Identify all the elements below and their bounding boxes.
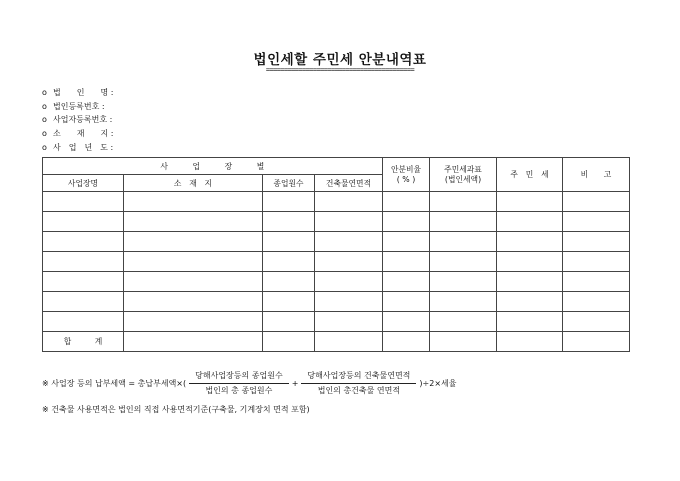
table-row — [43, 312, 630, 332]
table-cell[interactable] — [383, 312, 430, 332]
table-cell[interactable] — [563, 192, 630, 212]
table-cell[interactable] — [383, 232, 430, 252]
table-cell[interactable] — [315, 272, 383, 292]
total-label: 합 계 — [43, 332, 124, 352]
table-cell[interactable] — [430, 192, 497, 212]
table-cell[interactable] — [315, 292, 383, 312]
table-cell[interactable] — [263, 212, 315, 232]
bullet-circle-icon: o — [42, 101, 47, 111]
table-cell[interactable] — [497, 212, 563, 232]
remarks-header: 비 고 — [563, 158, 630, 192]
floor-area-fraction — [301, 371, 416, 396]
table-cell[interactable] — [563, 312, 630, 332]
tax-base-header-line2: (법인세액) — [444, 174, 482, 184]
formula-prefix: ※ 사업장 등의 납부세액 = 총납부세액×( — [42, 378, 187, 388]
table-cell[interactable] — [383, 332, 430, 352]
table-cell[interactable] — [563, 212, 630, 232]
table-cell[interactable] — [43, 312, 124, 332]
table-cell[interactable] — [315, 192, 383, 212]
table-cell[interactable] — [124, 232, 263, 252]
table-cell[interactable] — [43, 192, 124, 212]
table-cell[interactable] — [263, 332, 315, 352]
table-cell[interactable] — [43, 232, 124, 252]
ratio-header-line2: ( % ) — [396, 174, 416, 184]
table-cell[interactable] — [497, 252, 563, 272]
table-cell[interactable] — [563, 292, 630, 312]
table-cell[interactable] — [430, 312, 497, 332]
table-row — [43, 292, 630, 312]
table-cell[interactable] — [563, 332, 630, 352]
table-cell[interactable] — [263, 292, 315, 312]
allocation-table — [42, 157, 630, 352]
table-cell[interactable] — [263, 192, 315, 212]
tax-base-header-line1: 주민세과표 — [444, 164, 482, 174]
table-cell[interactable] — [497, 332, 563, 352]
table-cell[interactable] — [124, 192, 263, 212]
ratio-header-line1: 안분비율 — [390, 164, 422, 174]
floor-area-fraction-numerator: 당해사업장등의 건축물연면적 — [301, 371, 416, 384]
table-cell[interactable] — [124, 332, 263, 352]
table-row — [43, 232, 630, 252]
table-cell[interactable] — [430, 272, 497, 292]
table-cell[interactable] — [315, 212, 383, 232]
table-cell[interactable] — [383, 252, 430, 272]
tax-base-header — [430, 158, 497, 192]
bullet-circle-icon: o — [42, 115, 47, 125]
corp-name-label: 법 인 명 : — [53, 88, 114, 97]
floor-area-fraction-denominator: 법인의 총건축물 연면적 — [317, 385, 401, 395]
table-cell[interactable] — [497, 292, 563, 312]
site-name-header: 사업장명 — [43, 175, 124, 192]
total-row — [43, 332, 630, 352]
table-cell[interactable] — [497, 272, 563, 292]
employee-fraction-numerator: 당해사업장등의 종업원수 — [189, 371, 289, 384]
page-title: 법인세할 주민세 안분내역표 — [253, 52, 427, 68]
table-cell[interactable] — [263, 232, 315, 252]
table-cell[interactable] — [43, 212, 124, 232]
employees-header: 종업원수 — [263, 175, 315, 192]
business-site-group-header: 사 업 장 별 — [43, 158, 383, 175]
table-cell[interactable] — [124, 272, 263, 292]
table-cell[interactable] — [430, 332, 497, 352]
info-row-corp-name — [42, 86, 125, 100]
table-cell[interactable] — [124, 212, 263, 232]
ratio-header — [383, 158, 430, 192]
employee-fraction-denominator: 법인의 총 종업원수 — [205, 385, 273, 395]
table-cell[interactable] — [383, 212, 430, 232]
table-row — [43, 212, 630, 232]
site-address-header: 소 재 지 — [124, 175, 263, 192]
address-label: 소 재 지 : — [53, 129, 114, 139]
employee-fraction — [189, 371, 289, 396]
table-cell[interactable] — [430, 212, 497, 232]
table-header-row-1 — [43, 158, 630, 175]
table-cell[interactable] — [124, 312, 263, 332]
bullet-circle-icon: o — [42, 88, 47, 97]
bullet-circle-icon: o — [42, 142, 47, 152]
table-cell[interactable] — [563, 232, 630, 252]
table-cell[interactable] — [563, 272, 630, 292]
table-cell[interactable] — [315, 232, 383, 252]
info-row-address — [42, 127, 125, 141]
footnote: ※ 건축물 사용면적은 법인의 직접 사용면적기준(구축물, 기계장치 면적 포함) — [42, 405, 310, 414]
table-cell[interactable] — [43, 292, 124, 312]
table-cell[interactable] — [315, 252, 383, 272]
table-row — [43, 192, 630, 212]
table-cell[interactable] — [497, 312, 563, 332]
bullet-circle-icon: o — [42, 129, 47, 139]
company-info — [42, 86, 125, 155]
formula-suffix: )÷2×세율 — [419, 378, 457, 388]
table-cell[interactable] — [263, 272, 315, 292]
table-cell[interactable] — [430, 232, 497, 252]
resident-tax-header: 주 민 세 — [497, 158, 563, 192]
table-cell[interactable] — [315, 332, 383, 352]
table-cell[interactable] — [43, 252, 124, 272]
table-cell[interactable] — [563, 252, 630, 272]
table-row — [43, 272, 630, 292]
table-cell[interactable] — [430, 292, 497, 312]
business-year-label: 사 업 년 도 : — [53, 142, 114, 152]
info-row-corp-reg-no — [42, 100, 125, 114]
table-cell[interactable] — [43, 272, 124, 292]
table-cell[interactable] — [497, 192, 563, 212]
tax-formula — [42, 370, 457, 396]
table-row — [43, 252, 630, 272]
corp-reg-no-label: 법인등록번호 : — [53, 101, 105, 111]
table-cell[interactable] — [263, 252, 315, 272]
title-underline: ========================================= — [265, 66, 415, 74]
formula-plus: + — [291, 378, 299, 388]
table-cell[interactable] — [383, 192, 430, 212]
table-cell[interactable] — [124, 252, 263, 272]
table-cell[interactable] — [263, 312, 315, 332]
info-row-biz-reg-no — [42, 113, 125, 127]
table-cell[interactable] — [124, 292, 263, 312]
table-cell[interactable] — [383, 292, 430, 312]
table-cell[interactable] — [430, 252, 497, 272]
biz-reg-no-label: 사업자등록번호 : — [53, 115, 113, 125]
floor-area-header: 건축물연면적 — [315, 175, 383, 192]
table-cell[interactable] — [497, 232, 563, 252]
table-cell[interactable] — [383, 272, 430, 292]
info-row-business-year — [42, 141, 125, 155]
table-cell[interactable] — [315, 312, 383, 332]
